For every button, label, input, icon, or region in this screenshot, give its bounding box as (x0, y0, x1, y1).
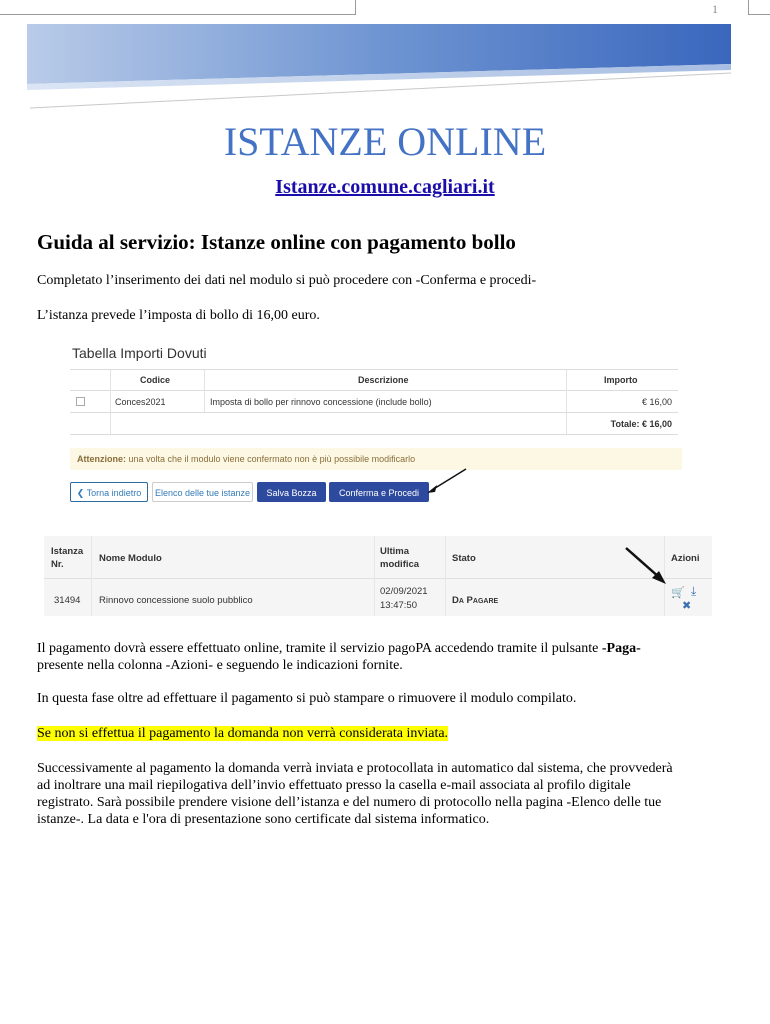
warning-label: Attenzione: (77, 454, 126, 464)
col-importo: Importo (604, 375, 638, 385)
row-checkbox[interactable] (76, 397, 85, 406)
row-ora: 13:47:50 (380, 600, 417, 611)
payment-paragraph: Il pagamento dovrà essere effettuato online, tramite il servizio pagoPA accedendo tramite il pulsante -Paga- presente nella colonna -Azioni- e seguendo le indicazioni fornite. (37, 641, 641, 673)
row-numero: 31494 (54, 595, 81, 606)
warning-text: una volta che il modulo viene confermato non è più possibile modificarlo (126, 454, 416, 464)
col-ultima-1: Ultima (380, 546, 410, 557)
back-button[interactable]: ❮ Torna indietro (70, 482, 148, 502)
remove-icon[interactable]: ✖ (682, 599, 692, 612)
warning-paragraph: Se non si effettua il pagamento la domanda non verrà considerata inviata. (37, 726, 449, 741)
importi-rule-head (70, 390, 678, 391)
chevron-left-icon: ❮ (76, 488, 87, 498)
row-codice: Conces2021 (115, 397, 166, 407)
row-nome-modulo: Rinnovo concessione suolo pubblico (99, 595, 253, 606)
importi-table-title: Tabella Importi Dovuti (72, 345, 207, 361)
importi-totale: Totale: € 16,00 (610, 419, 672, 429)
importi-rule-row (70, 412, 678, 413)
col-divider-2 (204, 370, 205, 412)
elenco-divider-1 (91, 536, 92, 616)
guide-heading: Guida al servizio: Istanze online con pagamento bollo (37, 230, 516, 254)
header-rule-right (748, 14, 770, 15)
col-istanza-2: Nr. (51, 559, 64, 570)
row-descrizione: Imposta di bollo per rinnovo concessione (include bollo) (210, 397, 432, 407)
print-remove-paragraph: In questa fase oltre ad effettuare il pagamento si può stampare o rimuovere il modulo compilato. (37, 691, 577, 706)
header-rule-vertical-left (355, 0, 356, 15)
header-banner (0, 22, 770, 114)
col-nome-modulo: Nome Modulo (99, 553, 162, 564)
elenco-divider-2 (374, 536, 375, 616)
header-rule-vertical-right (748, 0, 749, 15)
elenco-istanze-button[interactable]: Elenco delle tue istanze (152, 482, 253, 502)
row-importo: € 16,00 (641, 397, 672, 407)
importi-rule-top (70, 369, 678, 370)
arrow-annotation-azioni (622, 545, 670, 587)
elenco-divider-3 (445, 536, 446, 616)
row-data: 02/09/2021 (380, 586, 428, 597)
col-codice: Codice (140, 375, 171, 385)
col-ultima-2: modifica (380, 559, 420, 570)
warning-alert (70, 448, 682, 470)
site-link[interactable]: Istanze.comune.cagliari.it (275, 176, 495, 198)
importi-rule-bottom (70, 434, 678, 435)
header-rule-left (0, 14, 355, 15)
salva-bozza-button[interactable]: Salva Bozza (257, 482, 326, 502)
intro-paragraph-1: Completato l’inserimento dei dati nel modulo si può procedere con -Conferma e procedi- (37, 273, 537, 288)
col-stato: Stato (452, 553, 476, 564)
col-divider-1 (110, 370, 111, 434)
row-stato: Da Pagare (452, 595, 499, 606)
page-title: ISTANZE ONLINE (223, 119, 547, 164)
intro-paragraph-2: L’istanza prevede l’imposta di bollo di 16,00 euro. (37, 308, 320, 323)
arrow-annotation-conferma (424, 466, 470, 496)
elenco-rule-head (44, 578, 712, 579)
page-number: 1 (712, 2, 718, 16)
col-descrizione: Descrizione (358, 375, 409, 385)
final-paragraph: Successivamente al pagamento la domanda verrà inviata e protocollata in automatico dal sistema, che provvederà ad inoltrare una mail riepilogativa dell’invio effettuato presso la casella e-mail associata al profilo digitale registrato. Sarà possibile prendere visione dell’istanza e del numero di protocollo nella pagina -Elenco delle tue istanze-. La data e l'ora di presentazione sono certificate dal sistema informatico. (37, 761, 673, 827)
cart-icon[interactable]: 🛒 (671, 586, 685, 599)
elenco-table (44, 536, 712, 616)
conferma-procedi-button[interactable]: Conferma e Procedi (329, 482, 429, 502)
download-icon[interactable]: ⤓ (691, 584, 697, 598)
col-azioni: Azioni (671, 553, 700, 564)
col-istanza-1: Istanza (51, 546, 84, 557)
